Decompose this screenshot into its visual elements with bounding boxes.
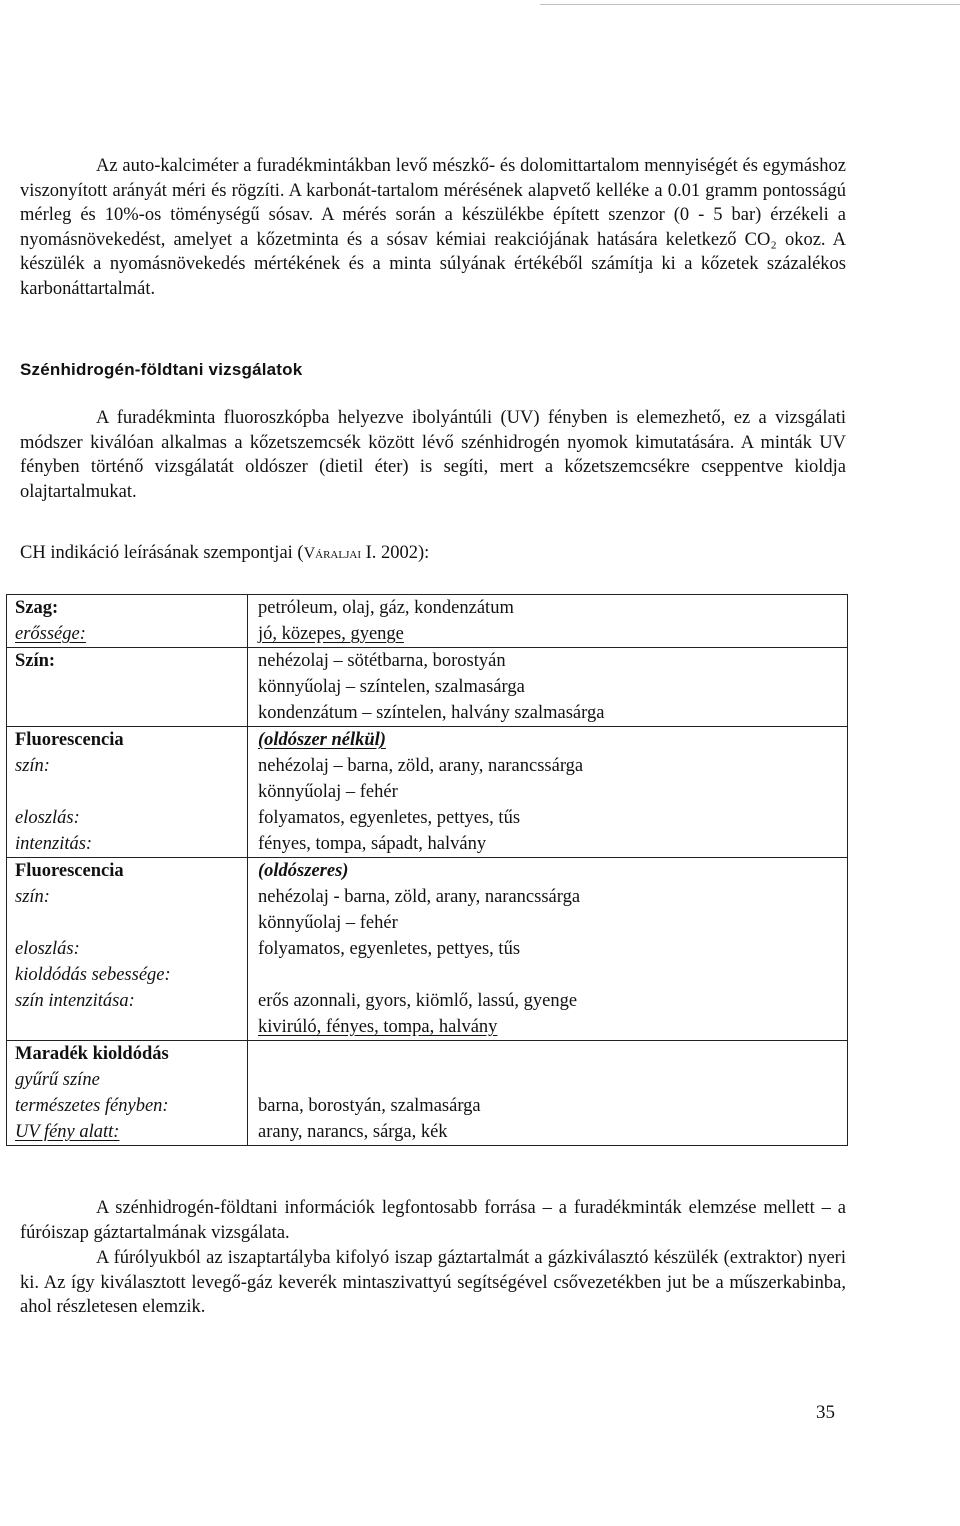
paragraph-fluoroscope: A furadékminta fluoroszkópba helyezve ibolyántúli (UV) fényben is elemezhető, ez a vizsgálati módszer kiválóan alkalmas a kőzetszemcsék között lévő szénhidrogén nyomok kimutatására. A minták UV fényben történő vizsgálatát oldószer (dietil éter) is segíti, mert a kőzetszemcsékre cseppentve kioldja olajtartalmukat. [20, 408, 846, 502]
table-row [7, 727, 848, 858]
value-cell: petróleum, olaj, gáz, kondenzátum jó, közepes, gyenge [248, 595, 848, 648]
value-cell: (oldószer nélkül) nehézolaj – barna, zöld, arany, narancssárga könnyűolaj – fehér folyamatos, egyenletes, pettyes, tűs fényes, tompa, sápadt, halvány [248, 727, 848, 858]
table-row [7, 1041, 848, 1146]
value-cell: barna, borostyán, szalmasárga arany, narancs, sárga, kék [248, 1041, 848, 1146]
table-row [7, 648, 848, 727]
table-row [7, 858, 848, 1041]
ch-indication-table [6, 594, 848, 1146]
value-cell: (oldószeres) nehézolaj - barna, zöld, arany, narancssárga könnyűolaj – fehér folyamatos, egyenletes, pettyes, tűs erős azonnali, gyors, kiömlő, lassú, gyenge kivirúló, fényes, tompa, halvány [248, 858, 848, 1041]
author-name: Váraljai [303, 545, 361, 562]
label-cell: Szag: erőssége: [7, 595, 248, 648]
label-cell: Szín: [7, 648, 248, 727]
section-heading: Szénhidrogén-földtani vizsgálatok [20, 360, 303, 379]
paragraph-calcimeter: Az auto-kalciméter a furadékmintákban levő mészkő- és dolomittartalom mennyiségét és egymáshoz viszonyított arányát méri és rögzíti. A karbonát-tartalom mérésének alapvető kelléke a 0.01 gramm pontosságú mérleg és 10%-os töménységű sósav. A mérés során a készülékbe épített szenzor (0 - 5 bar) érzékeli a nyomásnövekedést, amelyet a kőzetminta és a sósav kémiai reakciójának hatására keletkező CO₂ okoz. A készülék a nyomásnövekedés mértékének és a minta súlyának értékéből számítja ki a kőzetek százalékos karbonáttartalmát. [20, 156, 846, 299]
label-cell: Fluorescencia szín: eloszlás: intenzitás: [7, 727, 248, 858]
page-number: 35 [816, 1402, 835, 1423]
paragraph-information-source: A szénhidrogén-földtani információk legfontosabb forrása – a furadékminták elemzése mellett – a fúróiszap gáztartalmának vizsgálata. [20, 1198, 846, 1243]
ch-indication-title: CH indikáció leírásának szempontjai (Váraljai I. 2002): [20, 543, 430, 563]
top-rule [540, 4, 960, 5]
value-cell: nehézolaj – sötétbarna, borostyán könnyűolaj – színtelen, szalmasárga kondenzátum – színtelen, halvány szalmasárga [248, 648, 848, 727]
label-cell: Maradék kioldódás gyűrű színe természetes fényben: UV fény alatt: [7, 1041, 248, 1146]
paragraph-extractor: A fúrólyukból az iszaptartályba kifolyó iszap gáztartalmát a gázkiválasztó készülék (extraktor) nyeri ki. Az így kiválasztott levegő-gáz keverék mintaszivattyú segítségével csővezetékben jut be a műszerkabinba, ahol részletesen elemzik. [20, 1248, 846, 1317]
label-cell: Fluorescencia szín: eloszlás: kioldódás sebessége: szín intenzitása: [7, 858, 248, 1041]
table-row [7, 595, 848, 648]
